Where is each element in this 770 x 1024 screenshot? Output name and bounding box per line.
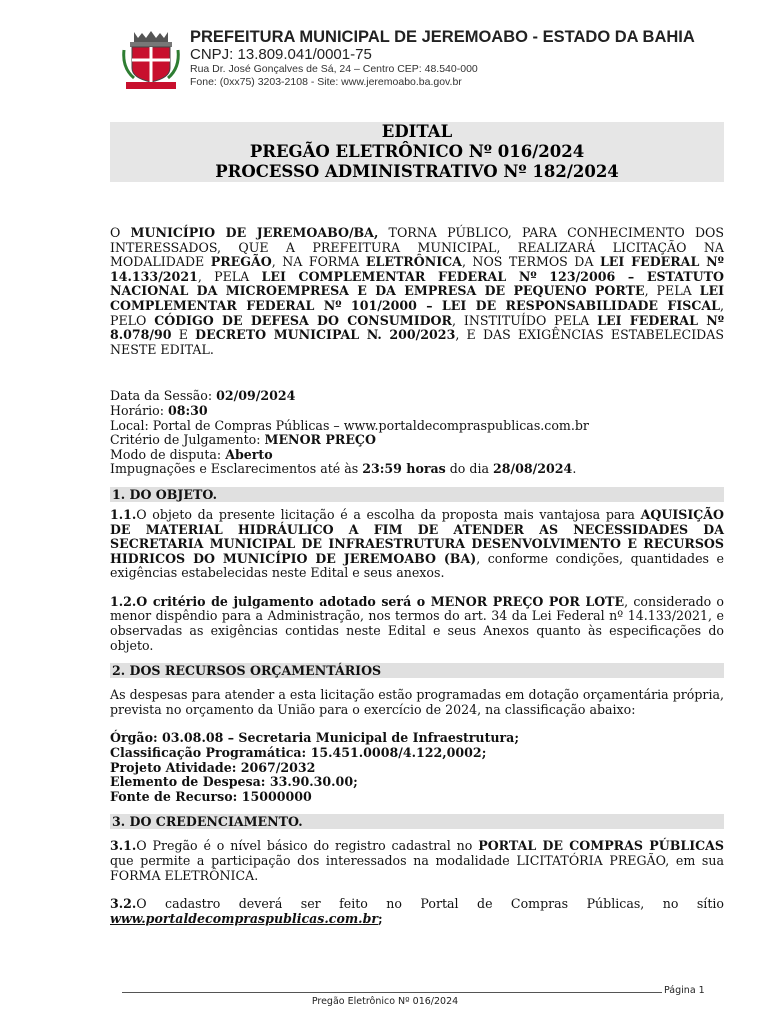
footer-rule [122, 992, 662, 993]
session-time: Horário: 08:30 [110, 402, 208, 418]
document-title-box [110, 122, 724, 182]
letterhead-contact: Fone: (0xx75) 3203-2108 - Site: www.jeremoabo.ba.gov.br [190, 76, 462, 88]
page-number: Página 1 [664, 985, 705, 996]
section-heading-objeto: 1. DO OBJETO. [110, 487, 724, 502]
session-impugnacoes: Impugnações e Esclarecimentos até às 23:59 horas do dia 28/08/2024. [110, 461, 577, 477]
session-criterio: Critério de Julgamento: MENOR PREÇO [110, 432, 376, 448]
letterhead-title: PREFEITURA MUNICIPAL DE JEREMOABO - ESTADO DA BAHIA [190, 28, 695, 46]
recursos-paragraph: As despesas para atender a esta licitação estão programadas em dotação orçamentária própria, prevista no orçamento da União para o exercício de 2024, na classificação abaixo: [110, 687, 724, 717]
session-modo: Modo de disputa: Aberto [110, 446, 273, 462]
portal-link[interactable]: www.portaldecompraspublicas.com.br [110, 910, 379, 926]
budget-orgao: Órgão: 03.08.08 – Secretaria Municipal de Infraestrutura; [110, 730, 519, 746]
session-local: Local: Portal de Compras Públicas – www.portaldecompraspublicas.com.br [110, 417, 589, 433]
session-info [110, 389, 724, 477]
clause-1-1: 1.1.O objeto da presente licitação é a escolha da proposta mais vantajosa para AQUISIÇÃO DE MATERIAL HIDRÁULICO A FIM DE ATENDER AS NECESSIDADES DA SECRETARIA MUNICIPAL DE INFRAESTRUTURA DESENVOLVIMENTO E RECURSOS HIDRICOS DO MUNICÍPIO DE JEREMOABO (BA), conforme condições, quantidades e exigências estabelecidas neste Edital e seus anexos. [110, 506, 724, 581]
document-body [110, 226, 724, 926]
title-pregao: PREGÃO ELETRÔNICO Nº 016/2024 [249, 142, 585, 161]
intro-paragraph: O MUNICÍPIO DE JEREMOABO/BA, TORNA PÚBLICO, PARA CONHECIMENTO DOS INTERESSADOS, QUE A PREFEITURA MUNICIPAL, REALIZARÁ LICITAÇÃO NA MODALIDADE PREGÃO, NA FORMA ELETRÔNICA, NOS TERMOS DA LEI FEDERAL Nº 14.133/2021, PELA LEI COMPLEMENTAR FEDERAL Nº 123/2006 – ESTATUTO NACIONAL DA MICROEMPRESA E DA EMPRESA DE PEQUENO PORTE, PELA LEI COMPLEMENTAR FEDERAL Nº 101/2000 – LEI DE RESPONSABILIDADE FISCAL, PELO CÓDIGO DE DEFESA DO CONSUMIDOR, INSTITUÍDO PELA LEI FEDERAL Nº 8.078/90 E DECRETO MUNICIPAL N. 200/2023, E DAS EXIGÊNCIAS ESTABELECIDAS NESTE EDITAL. [110, 225, 725, 357]
section-heading-credenciamento: 3. DO CREDENCIAMENTO. [110, 814, 724, 829]
title-edital: EDITAL [381, 122, 453, 141]
budget-fonte: Fonte de Recurso: 15000000 [110, 788, 312, 804]
title-processo: PROCESSO ADMINISTRATIVO Nº 182/2024 [215, 162, 619, 181]
budget-elemento: Elemento de Despesa: 33.90.30.00; [110, 774, 358, 790]
footer-text: Pregão Eletrônico Nº 016/2024 [311, 996, 459, 1007]
letterhead-cnpj: CNPJ: 13.809.041/0001-75 [190, 46, 372, 63]
clause-3-1: 3.1.O Pregão é o nível básico do registro cadastral no PORTAL DE COMPRAS PÚBLICAS que permite a participação dos interessados na modalidade LICITATÓRIA PREGÃO, em sua FORMA ELETRÔNICA. [110, 838, 724, 883]
letterhead [120, 28, 740, 92]
municipal-crest-icon [120, 28, 182, 90]
budget-projeto: Projeto Atividade: 2067/2032 [110, 759, 316, 775]
clause-3-2: 3.2.O cadastro deverá ser feito no Portal de Compras Públicas, no sítio www.portaldecompraspublicas.com.br; [110, 896, 724, 926]
section-heading-recursos: 2. DOS RECURSOS ORÇAMENTÁRIOS [110, 663, 724, 678]
letterhead-address: Rua Dr. José Gonçalves de Sá, 24 – Centro CEP: 48.540-000 [190, 63, 478, 75]
clause-1-2: 1.2.O critério de julgamento adotado será o MENOR PREÇO POR LOTE, considerado o menor dispêndio para a Administração, nos termos do art. 34 da Lei Federal nº 14.133/2021, e observadas as exigências contidas neste Edital e seus Anexos quanto às especificações do objeto. [110, 593, 725, 653]
budget-classification [110, 731, 724, 804]
session-date: Data da Sessão: 02/09/2024 [110, 388, 296, 404]
budget-classificacao: Classificação Programática: 15.451.0008/4.122,0002; [110, 745, 487, 761]
